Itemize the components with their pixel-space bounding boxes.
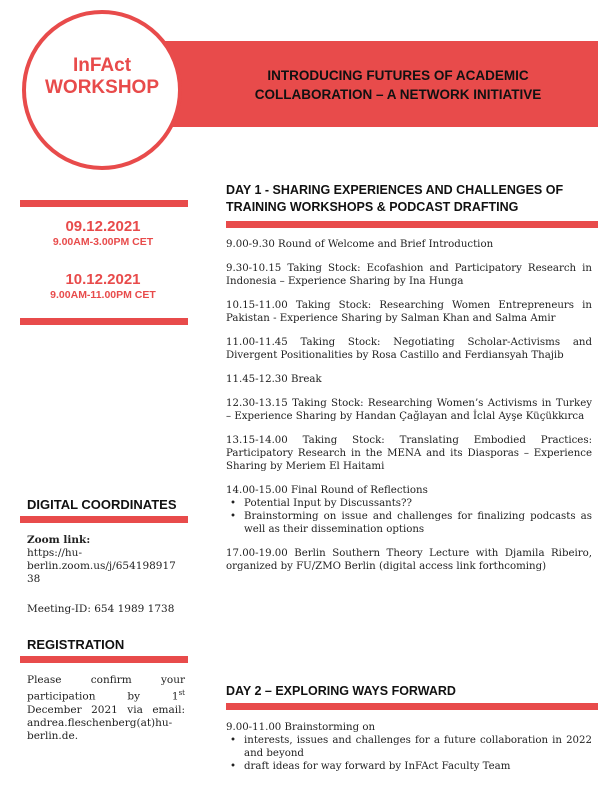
divider: [226, 221, 598, 228]
registration-heading: REGISTRATION: [27, 637, 125, 652]
registration-text-post: December 2021 via email: andrea.fleschenberg(at)hu-berlin.de.: [27, 703, 185, 742]
time-1: 9.00AM-3.00PM CET: [52, 236, 154, 248]
registration-text-pre: Please confirm your participation by 1: [27, 674, 185, 703]
list-item: • Potential Input by Discussants??: [226, 497, 592, 510]
page-title: [198, 66, 598, 104]
title-line-2: COLLABORATION – A NETWORK INITIATIVE: [254, 87, 542, 102]
day2-program: [226, 721, 592, 773]
registration-sup: st: [178, 689, 185, 697]
logo-line-1: InFAct: [72, 55, 132, 76]
program-item: 12.30-13.15 Taking Stock: Researching Women’s Activisms in Turkey – Experience Sharing by Handan Çağlayan and İclal Ayşe Küçükkırca: [226, 398, 592, 422]
date-1: 09.12.2021: [65, 218, 141, 235]
divider: [20, 656, 188, 663]
list-item: • interests, issues and challenges for a future collaboration in 2022 and beyond: [226, 734, 592, 760]
reflection-list: [226, 497, 592, 536]
zoom-link-1[interactable]: https://hu-: [27, 547, 82, 559]
divider: [20, 200, 188, 207]
date-block-2: [20, 271, 186, 302]
zoom-link-3[interactable]: 38: [27, 573, 41, 585]
date-block-1: [20, 218, 186, 249]
list-item: • draft ideas for way forward by InFAct Faculty Team: [226, 760, 592, 773]
day1-heading-line-1: DAY 1 - SHARING EXPERIENCES AND CHALLENGES OF: [226, 183, 564, 197]
day1-heading: [226, 182, 598, 216]
day1-program: [226, 238, 592, 584]
day2-intro: 9.00-11.00 Brainstorming on: [226, 722, 376, 733]
reflection-title: 14.00-15.00 Final Round of Reflections: [226, 485, 428, 496]
zoom-label: Zoom link:: [27, 534, 91, 546]
list-item: • Brainstorming on issue and challenges for finalizing podcasts as well as their dissemination options: [226, 510, 592, 536]
program-item: 9.00-9.30 Round of Welcome and Brief Introduction: [226, 239, 494, 250]
logo: [22, 55, 182, 99]
zoom-info: [27, 534, 185, 586]
divider: [226, 703, 598, 710]
day1-heading-line-2: TRAINING WORKSHOPS & PODCAST DRAFTING: [226, 200, 519, 214]
divider: [20, 516, 188, 523]
title-line-1: INTRODUCING FUTURES OF ACADEMIC: [267, 68, 529, 83]
date-2: 10.12.2021: [65, 271, 141, 288]
day2-heading: DAY 2 – EXPLORING WAYS FORWARD: [226, 684, 456, 698]
program-item: 11.45-12.30 Break: [226, 374, 322, 385]
logo-line-2: WORKSHOP: [45, 77, 159, 98]
program-item: 10.15-11.00 Taking Stock: Researching Women Entrepreneurs in Pakistan - Experience Sharing by Salman Khan and Salma Amir: [226, 300, 592, 324]
meeting-id: Meeting-ID: 654 1989 1738: [27, 603, 175, 615]
program-item: 13.15-14.00 Taking Stock: Translating Embodied Practices: Participatory Research in the MENA and its Diasporas – Experience Sharing by Meriem El Haitami: [226, 435, 592, 472]
program-item: 11.00-11.45 Taking Stock: Negotiating Scholar-Activisms and Divergent Positionalities by Rosa Castillo and Ferdiansyah Thajib: [226, 337, 592, 361]
day2-list: [226, 734, 592, 773]
time-2: 9.00AM-11.00PM CET: [50, 289, 156, 301]
registration-text: [27, 674, 185, 743]
divider: [20, 318, 188, 325]
program-item: 17.00-19.00 Berlin Southern Theory Lecture with Djamila Ribeiro, organized by FU/ZMO Berlin (digital access link forthcoming): [226, 548, 592, 572]
program-item: 9.30-10.15 Taking Stock: Ecofashion and Participatory Research in Indonesia – Experience Sharing by Ina Hunga: [226, 263, 592, 287]
zoom-link-2[interactable]: berlin.zoom.us/j/654198917: [27, 560, 176, 572]
digital-heading: DIGITAL COORDINATES: [27, 497, 177, 512]
